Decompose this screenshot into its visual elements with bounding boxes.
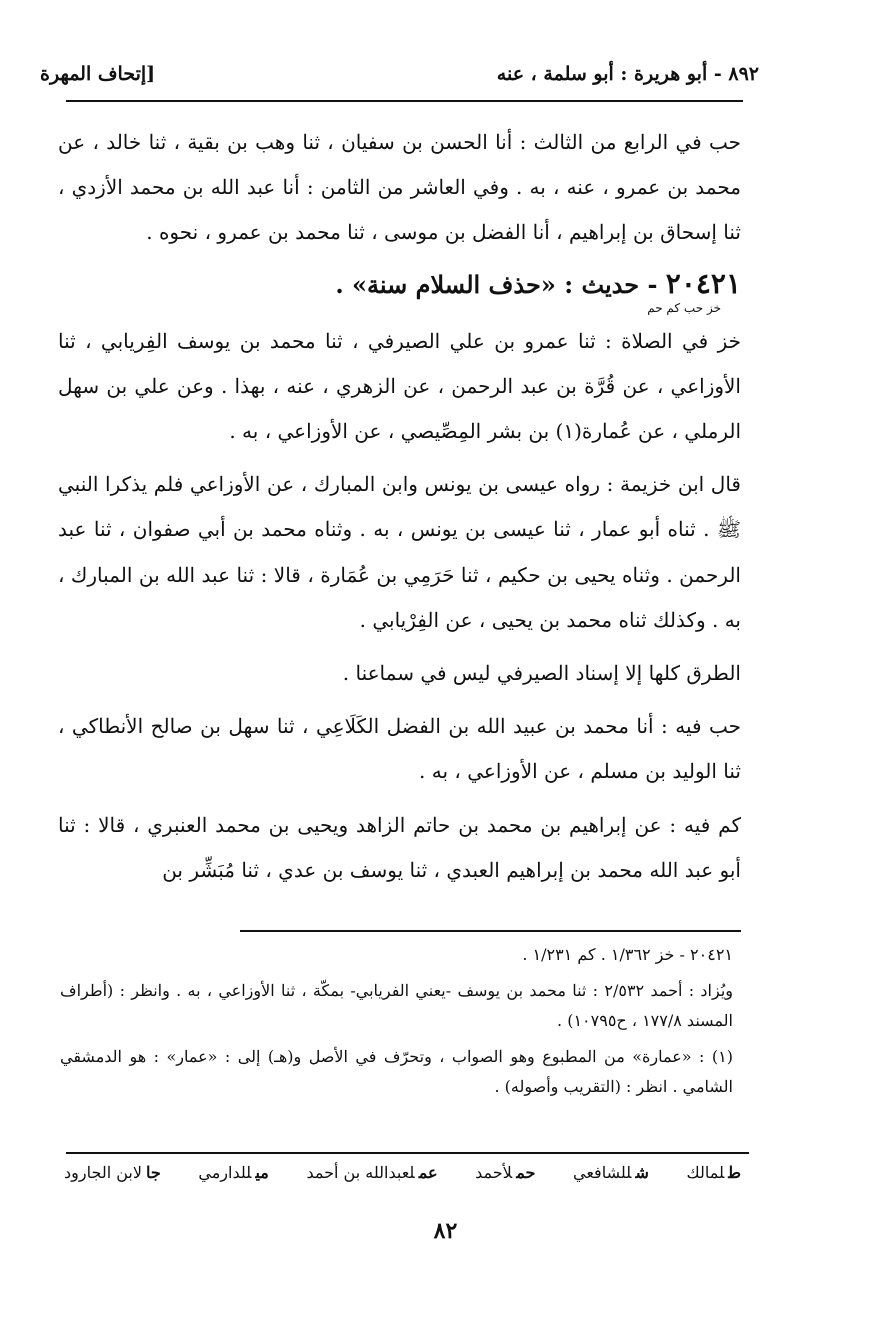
footnotes xyxy=(60,940,733,1108)
abbr-malik xyxy=(686,1163,741,1182)
header-book-title: [إتحاف المهرة xyxy=(40,63,156,85)
abbr-name: لعبدالله بن أحمد xyxy=(306,1163,415,1182)
abbr-name: للدارمي xyxy=(198,1163,252,1182)
abbr-abdullah xyxy=(306,1163,437,1182)
paragraph-turuq: الطرق كلها إلا إسناد الصيرفي ليس في سماعنا . xyxy=(342,661,741,686)
abbreviations-rule xyxy=(66,1152,749,1154)
running-header xyxy=(40,58,759,90)
abbr-ibn-jarud xyxy=(64,1163,161,1182)
abbr-ahmad xyxy=(475,1163,535,1182)
paragraph-ibn-khuzaymah-note: قال ابن خزيمة : رواه عيسى بن يونس وابن المبارك ، عن الأوزاعي فلم يذكرا النبي ﷺ . ثناه أبو عمار ، ثنا عيسى بن يونس ، به . وثناه محمد بن أبي صفوان ، ثنا عبد الرحمن . وثناه يحيى بن حكيم ، ثنا حَرَمِي بن عُمَارة ، قالا : ثنا عبد الله بن المبارك ، به . وكذلك ثناه محمد بن يحيى ، عن الفِرْيابي . xyxy=(58,472,742,632)
abbr-code: ط xyxy=(728,1163,741,1182)
paragraph-khuzaymah: خز في الصلاة : ثنا عمرو بن علي الصيرفي ، ثنا محمد بن يوسف الفِريابي ، ثنا الأوزاعي ، عن قُرَّة بن عبد الرحمن ، عن الزهري ، عنه ، بهذا . وعن علي بن سهل الرملي ، عن عُمارة(١) بن بشر المِصِّيصي ، عن الأوزاعي ، به . xyxy=(58,328,741,444)
footnote-takhrij: ٢٠٤٢١ - خز ١/٣٦٢ . كم ١/٢٣١ . xyxy=(522,945,733,964)
header-chapter: ٨٩٢ - أبو هريرة : أبو سلمة ، عنه xyxy=(496,63,759,85)
hadith-heading xyxy=(58,264,741,305)
paragraph-hakim: كم فيه : عن إبراهيم بن محمد بن حاتم الزاهد ويحيى بن محمد العنبري ، قالا : ثنا أبو عبد الله محمد بن إبراهيم العبدي ، ثنا يوسف بن عدي ، ثنا مُبَشِّر بن xyxy=(58,812,741,882)
abbr-name: لمالك xyxy=(686,1163,725,1182)
abbr-darimi xyxy=(198,1163,268,1182)
header-rule xyxy=(66,100,743,102)
abbr-code: عم xyxy=(418,1163,438,1182)
abbr-code: جا xyxy=(145,1163,161,1182)
hadith-sigla: خز حب كم حم xyxy=(647,300,721,315)
page-number: ٨٢ xyxy=(433,1218,458,1244)
abbr-shafii xyxy=(573,1163,649,1182)
abbr-name: لأحمد xyxy=(475,1163,513,1182)
footnote-additions: ويُزاد : أحمد ٢/٥٣٢ : ثنا محمد بن يوسف -يعني الفريابي- بمكّة ، ثنا الأوزاعي ، به . وانظر : (أطراف المسند ١٧٧/٨ ، ح١٠٧٩٥) . xyxy=(60,981,733,1030)
abbr-name: للشافعي xyxy=(573,1163,632,1182)
paragraph-hibban-2: حب فيه : أنا محمد بن عبيد الله بن الفضل الكَلَاعِي ، ثنا سهل بن صالح الأنطاكي ، ثنا الوليد بن مسلم ، عن الأوزاعي ، به . xyxy=(58,714,741,784)
abbr-code: مي xyxy=(255,1163,269,1182)
paragraph-hibban-1: حب في الرابع من الثالث : أنا الحسن بن سفيان ، ثنا وهب بن بقية ، ثنا خالد ، عن محمد بن عمرو ، عنه ، به . وفي العاشر من الثامن : أنا عبد الله بن محمد الأزدي ، ثنا إسحاق بن إبراهيم ، أنا الفضل بن موسى ، ثنا محمد بن عمرو ، نحوه . xyxy=(58,130,741,245)
main-text xyxy=(58,120,741,901)
abbr-code: حم xyxy=(516,1163,536,1182)
hadith-title: - حديث : «حذف السلام سنة» . xyxy=(335,269,658,299)
abbr-name: لابن الجارود xyxy=(64,1163,142,1182)
footnote-1: (١) : «عمارة» من المطبوع وهو الصواب ، وتحرّف في الأصل و(هـ) إلى : «عمار» : هو الدمشقي الشامي . انظر : (التقريب وأصوله) . xyxy=(60,1047,733,1096)
abbr-code: ش xyxy=(635,1163,649,1182)
hadith-number: ٢٠٤٢١ xyxy=(665,266,741,300)
footnote-rule xyxy=(240,930,741,932)
abbreviations-key xyxy=(64,1163,741,1182)
